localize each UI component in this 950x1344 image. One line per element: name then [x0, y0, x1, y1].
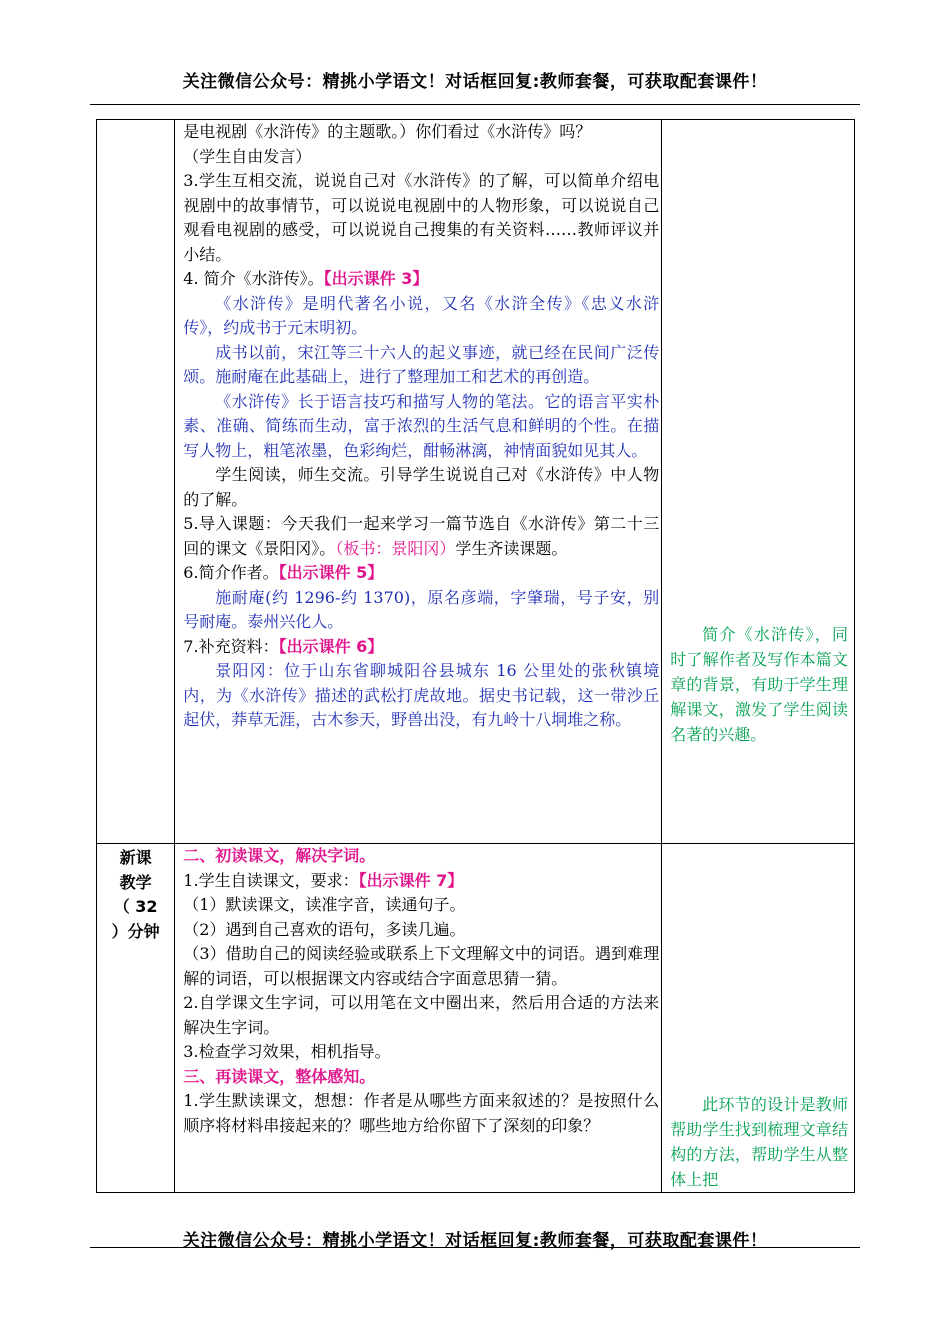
note-cell [662, 844, 855, 1193]
header-rule [90, 104, 860, 105]
note-cell [662, 120, 855, 844]
design-note: 此环节的设计是教师帮助学生找到梳理文章结构的方法，帮助学生从整体上把 [670, 1095, 848, 1189]
section-item: 1.学生自读课文，要求：【出示课件 7】 [183, 870, 464, 890]
item-5: 5.导入课题：今天我们一起来学习一篇节选自《水浒传》第二十三回的课文《景阳冈》。（板书：景阳冈）学生齐读课题。 [183, 514, 660, 558]
item-4: 4. 简介《水浒传》。【出示课件 3】 [183, 269, 429, 288]
table-row [97, 120, 855, 844]
page-footer: 关注微信公众号：精挑小学语文！对话框回复:教师套餐，可获取配套课件！ [182, 1231, 768, 1251]
section-item: 3.检查学习效果，相机指导。 [183, 1042, 391, 1061]
courseware-mark: 【出示课件 6】 [278, 636, 384, 656]
section-title: 三、再读课文，整体感知。 [183, 1066, 376, 1086]
design-note: 简介《水浒传》，同时了解作者及写作本篇文章的背景，有助于学生理解课文，激发了学生阅读名著的兴趣。 [670, 625, 848, 744]
item-6: 6.简介作者。【出示课件 5】 [183, 563, 384, 582]
courseware-mark: 【出示课件 5】 [278, 563, 384, 582]
intro-paragraph: 成书以前，宋江等三十六人的起义事迹，就已经在民间广泛传颂。施耐庵在此基础上，进行了整理加工和艺术的再创造。 [183, 342, 660, 386]
reading-paragraph: 学生阅读，师生交流。引导学生说说自己对《水浒传》中人物的了解。 [183, 465, 660, 509]
page-header: 关注微信公众号：精挑小学语文！对话框回复:教师套餐，可获取配套课件！ [182, 72, 768, 92]
intro-paragraph: 《水浒传》长于语言技巧和描写人物的笔法。它的语言平实朴素、准确、简练而生动，富于浓烈的生活气息和鲜明的个性。在描写人物上，粗笔浓墨，色彩绚烂，酣畅淋漓，神情面貌如见其人。 [183, 391, 660, 460]
section-item: 1.学生默读课文，想想：作者是从哪些方面来叙述的？是按照什么顺序将材料串接起来的？哪些地方给你留下了深刻的印象？ [183, 1091, 660, 1135]
content-cell [175, 120, 662, 844]
text-line: 3.学生互相交流，说说自己对《水浒传》的了解，可以简单介绍电视剧中的故事情节，可以说说电视剧中的人物形象，可以说说自己观看电视剧的感受，可以说说自己搜集的有关资料……教师评议并小结。 [183, 171, 660, 264]
stage-cell [97, 844, 175, 1193]
intro-paragraph: 《水浒传》是明代著名小说，又名《水浒全传》《忠义水浒传》，约成书于元末明初。 [183, 293, 660, 337]
content-cell [175, 844, 662, 1193]
section-subitem: （2）遇到自己喜欢的语句，多读几遍。 [183, 919, 466, 939]
section-subitem: （3）借助自己的阅读经验或联系上下文理解文中的词语。遇到难理解的词语，可以根据课文内容或结合字面意思猜一猜。 [183, 944, 660, 988]
stage-cell [97, 120, 175, 844]
stage-label: 新课 [119, 848, 152, 867]
stage-label: 教学 [119, 872, 152, 892]
place-paragraph: 景阳冈：位于山东省聊城阳谷县城东 16 公里处的张秋镇境内，为《水浒传》描述的武松打虎故地。据史书记载，这一带沙丘起伏，莽草无涯，古木参天，野兽出没，有九岭十八垌堆之称。 [183, 661, 660, 729]
text-line: 是电视剧《水浒传》的主题歌。）你们看过《水浒传》吗？ [183, 122, 592, 141]
board-note: （板书：景阳冈） [335, 538, 456, 558]
section-subitem: （1）默读课文，读准字音，读通句子。 [183, 895, 466, 914]
courseware-mark: 【出示课件 7】 [358, 870, 464, 890]
lesson-plan-table [96, 119, 855, 1193]
footer-rule [90, 1247, 860, 1248]
item-7: 7.补充资料：【出示课件 6】 [183, 636, 384, 656]
section-item: 2.自学课文生字词，可以用笔在文中圈出来，然后用合适的方法来解决生字词。 [183, 993, 660, 1037]
author-paragraph: 施耐庵(约 1296-约 1370)，原名彦端，字肇瑞，号子安，别号耐庵。泰州兴化人。 [183, 587, 660, 631]
stage-duration: （ 32 [113, 897, 158, 916]
stage-duration: ）分钟 [111, 921, 160, 941]
courseware-mark: 【出示课件 3】 [323, 269, 429, 288]
table-row [97, 844, 855, 1193]
section-title: 二、初读课文，解决字词。 [183, 846, 376, 865]
text-line: （学生自由发言） [183, 146, 312, 166]
